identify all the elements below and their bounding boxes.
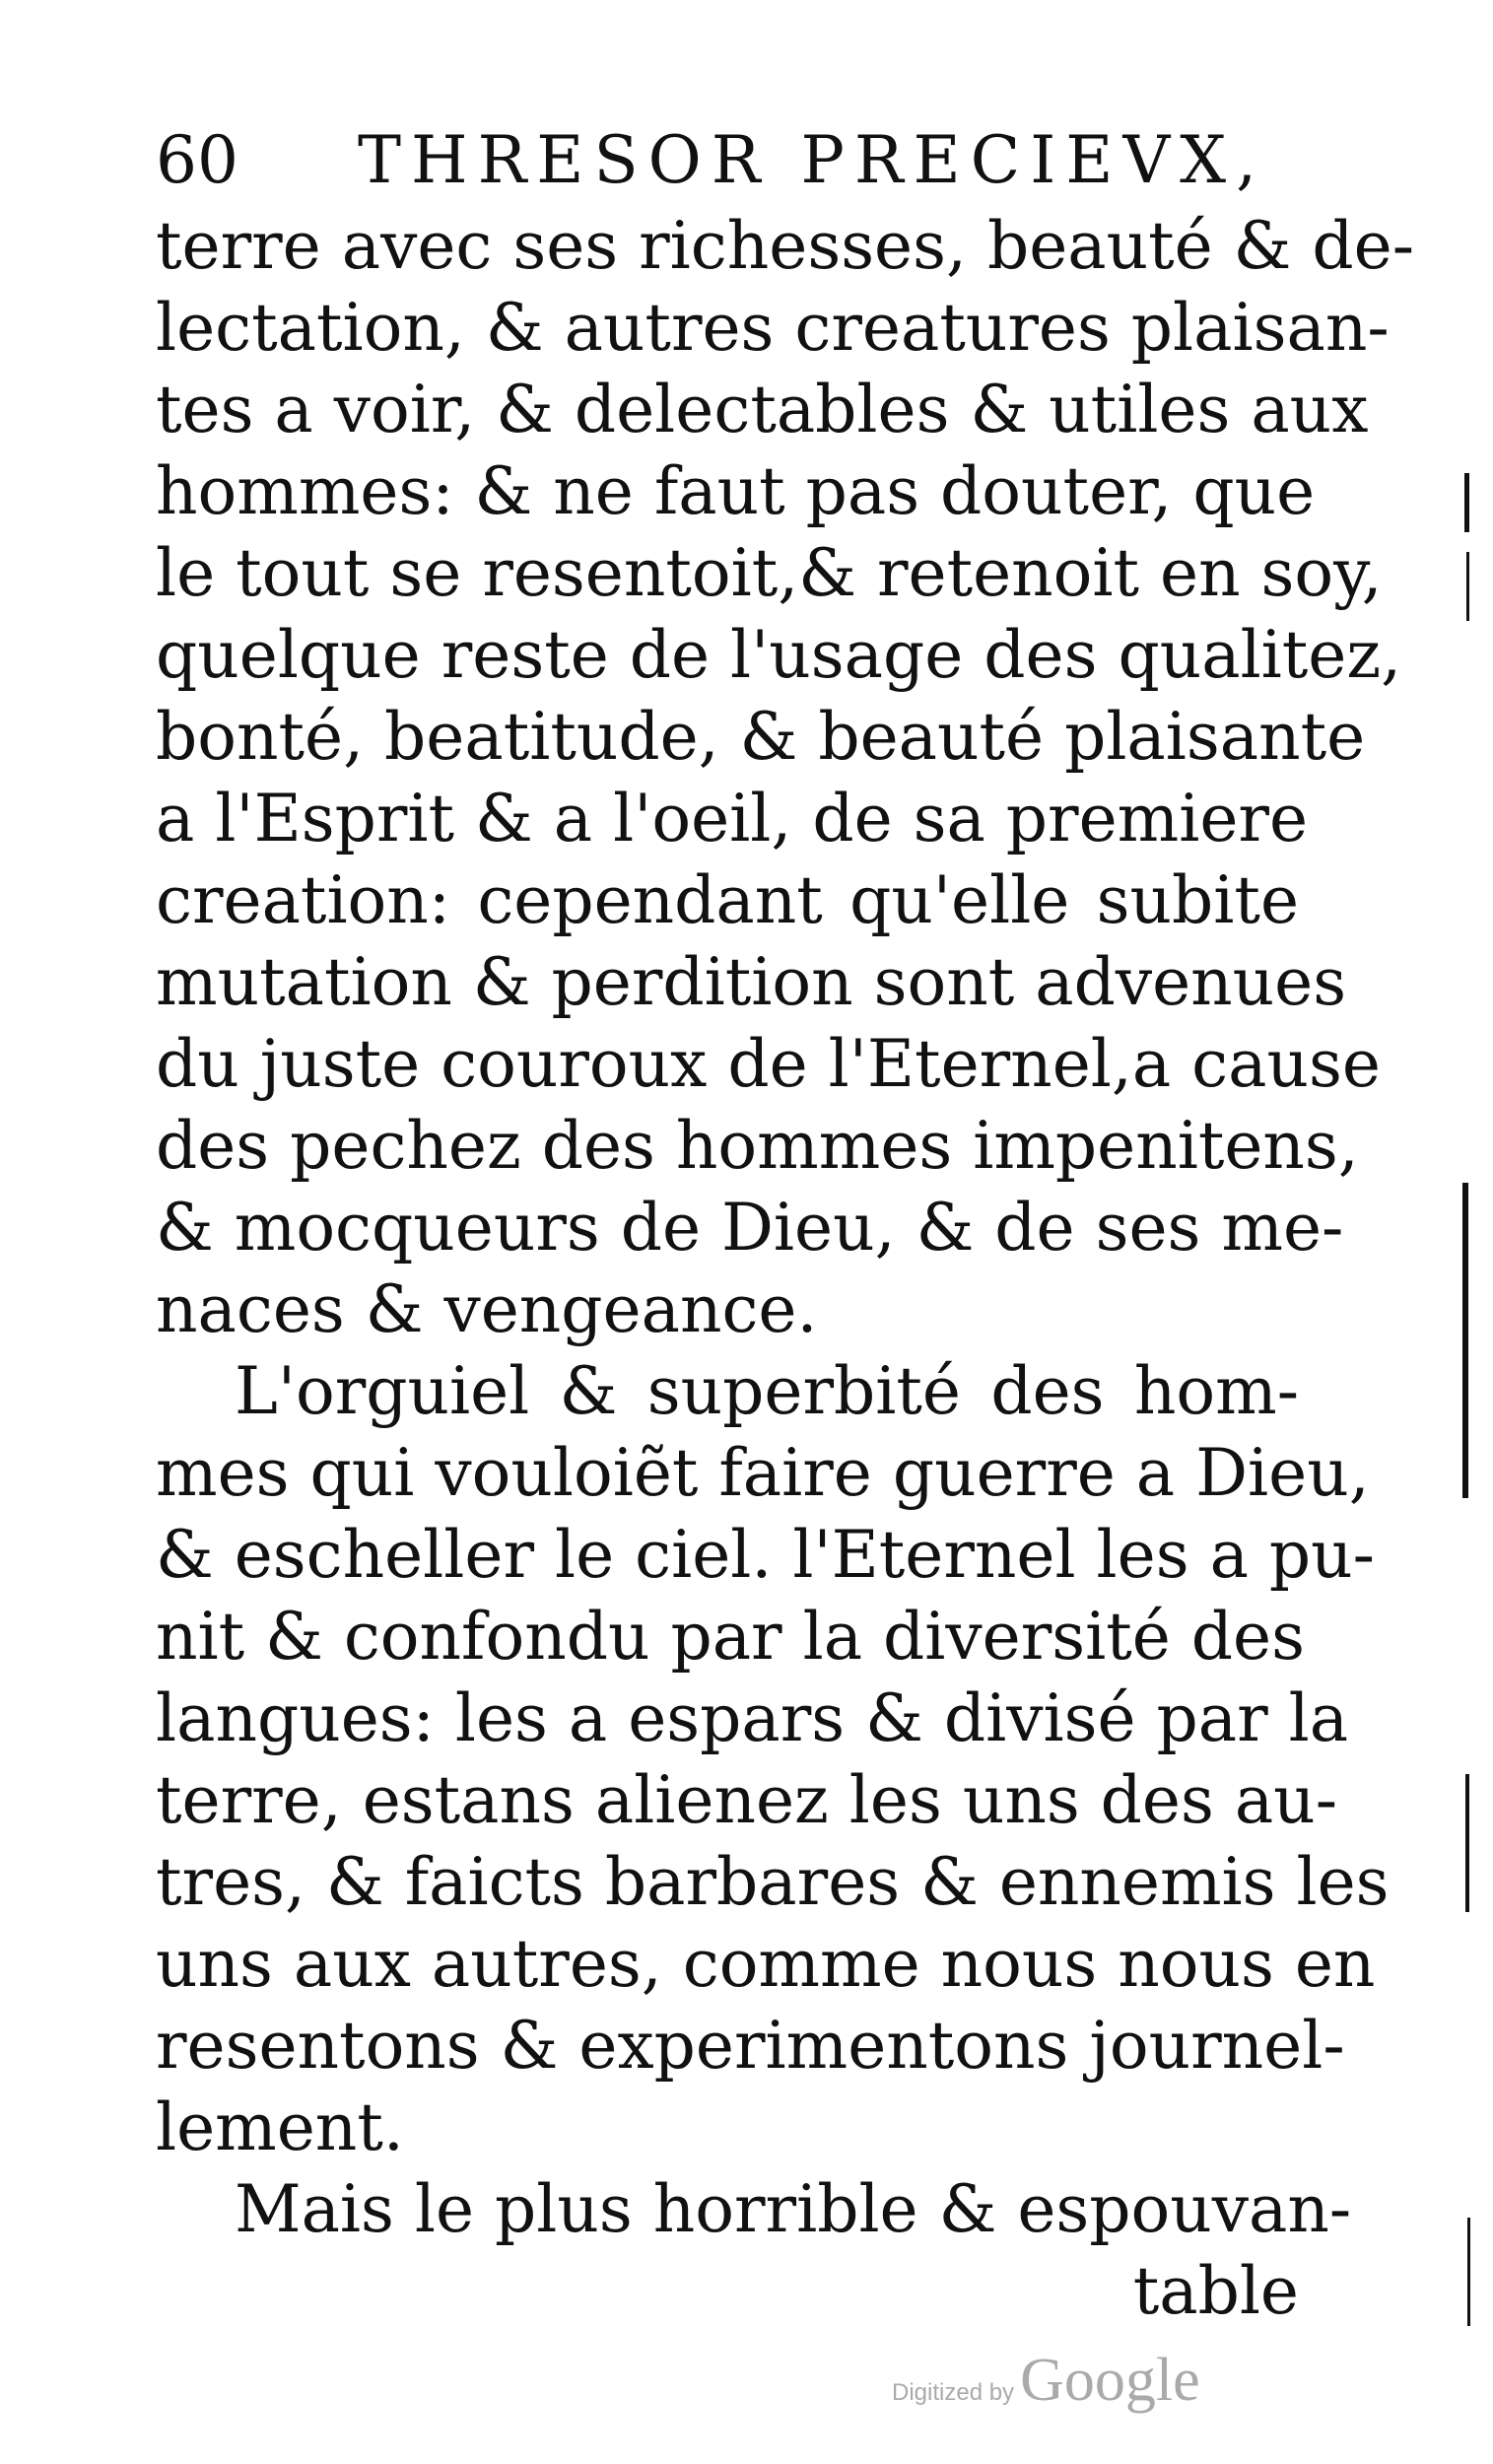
body-text [156, 205, 1415, 2332]
text-line: Mais le plus horrible & espouvan- [235, 2171, 1352, 2247]
google-logo: Google [1020, 2347, 1200, 2414]
page-edge-mark [1466, 552, 1469, 621]
text-line: des pechez des hommes impenitens, [156, 1108, 1359, 1184]
text-line: & escheller le ciel. l'Eternel les a pu- [156, 1517, 1375, 1593]
text-line: du juste couroux de l'Eternel,a cause [156, 1026, 1381, 1102]
text-line: uns aux autres, comme nous nous en [156, 1926, 1376, 2002]
page-header [156, 116, 1299, 205]
text-line: nit & confondu par la diversité des [156, 1599, 1305, 1675]
text-line: terre, estans alienez les uns des au- [156, 1762, 1337, 1838]
page-edge-mark [1464, 473, 1469, 532]
text-line: quelque reste de l'usage des qualitez, [156, 617, 1402, 693]
page-number: 60 [156, 122, 238, 198]
page-edge-mark [1462, 1183, 1468, 1498]
text-line: resentons & experimentons journel- [156, 2008, 1345, 2084]
text-line: le tout se resentoit,& retenoit en soy, [156, 535, 1383, 611]
digitized-by-label: Digitized by [892, 2379, 1015, 2406]
page-edge-mark [1467, 2218, 1470, 2326]
text-line: & mocqueurs de Dieu, & de ses me- [156, 1190, 1344, 1266]
digitized-watermark [892, 2346, 1200, 2416]
text-line: a l'Esprit & a l'oeil, de sa premiere [156, 781, 1309, 856]
text-line: langues: les a espars & divisé par la [156, 1680, 1349, 1756]
running-title: THRESOR PRECIEVX, [358, 122, 1267, 198]
text-line: lement. [156, 2089, 404, 2165]
text-line: creation: cependant qu'elle subite [156, 862, 1299, 938]
text-line: bonté, beatitude, & beauté plaisante [156, 699, 1366, 775]
text-line: tes a voir, & delectables & utiles aux [156, 372, 1369, 447]
text-line: mes qui vouloiẽt faire guerre a Dieu, [156, 1435, 1370, 1511]
text-line: mutation & perdition sont advenues [156, 944, 1347, 1020]
text-line: lectation, & autres creatures plaisan- [156, 290, 1390, 366]
text-line: L'orguiel & superbité des hom- [235, 1353, 1299, 1429]
text-line: terre avec ses richesses, beauté & de- [156, 208, 1415, 284]
text-line: naces & vengeance. [156, 1271, 818, 1347]
text-line: tres, & faicts barbares & ennemis les [156, 1844, 1390, 1920]
text-line: hommes: & ne faut pas douter, que [156, 453, 1316, 529]
catchword: table [1132, 2253, 1299, 2329]
page-edge-mark [1465, 1774, 1469, 1912]
